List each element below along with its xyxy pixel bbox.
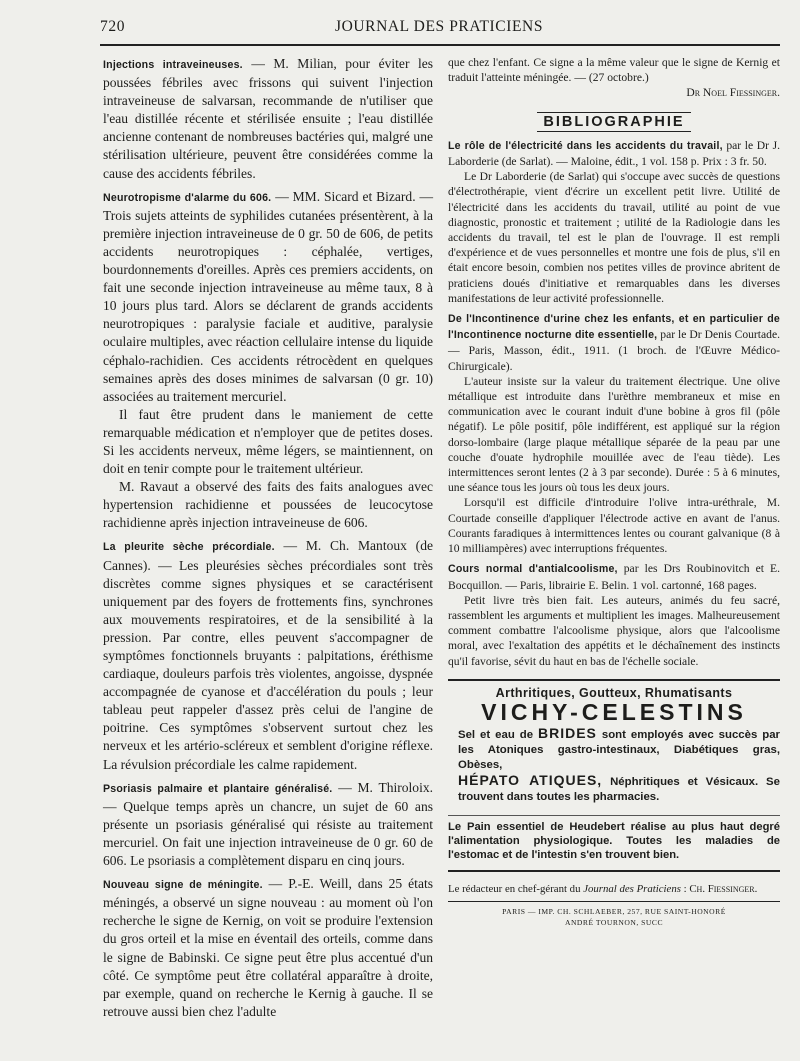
bib-entry: De l'Incontinence d'urine chez les enfants, et en particulier de l'Incontinence nocturne dite essentielle, par le Dr Denis Courtade. — Paris, Masson, édit., 1911. (1 broch. de l'Œuvre Médico-Chirurgicale). bbox=[448, 313, 780, 373]
signature: Dr Noel Fiessinger. bbox=[686, 86, 780, 100]
journal-title: JOURNAL DES PRATICIENS bbox=[334, 18, 544, 35]
bib-review: Le Dr Laborderie (de Sarlat) qui s'occupe avec succès de questions d'électrothérapie, vient d'écrire un excellent petit livre. Utilité de l'électricité dans les accidents du travail, utilité au point de vue diagnostic, pronostic et traitement ; utilité de la Radiologie dans les accidents du travail, tel est le plan de l'ouvrage. Il est rempli d'expérience et de vues personnelles et montre une fois de plus, s'il en était encore besoin, combien nos petites villes de province abritent de praticiens doués d'initiative et remarquables dans les diverses manifestations de leur activité professionnelle. bbox=[448, 170, 780, 305]
bib-entry: Cours normal d'antialcoolisme, par les Drs Roubinovitch et E. Bocquillon. — Paris, librairie E. Belin. 1 vol. cartonné, 168 pages. bbox=[448, 562, 780, 592]
advertisement bbox=[448, 679, 780, 872]
section-title: BIBLIOGRAPHIE bbox=[448, 115, 780, 130]
ad-tagline: Arthritiques, Goutteux, Rhumatisants bbox=[495, 685, 733, 700]
article-meningite: Nouveau signe de méningite. — P.-E. Weill, dans 25 états méningés, a observé un signe nouveau : au moment où l'on recherche le signe de Kernig, on voit se produire l'extension du gros orteil et la mise en éventail des orteils, comme dans le signe de Babinski. Ce signe peut être plus accentué d'un côté. Ce symptôme peut être collatéral apparaître à droite, par exemple, quand on recherche le Kernig à gauche. Il se retrouve aussi bien chez l'adulte bbox=[103, 876, 433, 1019]
paragraph: Il faut être prudent dans le maniement de cette remarquable médication et n'employer que de petites doses. Si les accidents nerveux, même légers, se maintiennent, on doit en tenir compte pour le traitement ultérieur. bbox=[103, 406, 433, 477]
right-column bbox=[448, 55, 780, 928]
article-neurotropisme: Neurotropisme d'alarme du 606. — MM. Sicard et Bizard. — Trois sujets atteints de syphilides cutanées présentèrent, à la première injection intraveineuse de 0 gr. 50 de 606, de petits accidents neurotropiques : céphalée, vertiges, bourdonnements d'oreilles. Après ces premiers accidents, on fait une seconde injection intraveineuse au même taux, 8 à 10 jours plus tard. Alors se déclarent de grands accidents neurotropiques : paralysie faciale et auditive, paralysie oculaire multiples, avec réaction cellulaire intense du liquide céphalo-rachidien. Ces accidents rétrocèdent en quelques semaines après des doses minimes de salvarsan (0 gr. 10) associées au traitement mercuriel. bbox=[103, 188, 434, 404]
bib-entry: Le rôle de l'électricité dans les accidents du travail, par le Dr J. Laborderie (de Sarlat). — Maloine, édit., 1 vol. 158 p. Prix : 3 fr. 50. bbox=[448, 138, 780, 169]
page-number: 720 bbox=[100, 18, 126, 35]
ad-brand: VICHY-CELESTINS bbox=[481, 698, 747, 725]
paragraph: M. Ravaut a observé des faits des faits analogues avec hypertension rachidienne et poussées de leucocytose rachidienne après injection intraveineuse de 606. bbox=[103, 479, 433, 531]
article-pleurite: La pleurite sèche précordiale. — M. Ch. Mantoux (de Cannes). — Les pleurésies sèches précordiales sont très discrètes comme signes physiques et se caractérisent uniquement par des foyers de frottements fins, synchrones aux mouvements respiratoires, et de la sensibilité à la pression. Par contre, elles peuvent s'accompagner de symptômes fonctionnels bruyants : palpitations, éréthisme cardiaque, douleurs parfois très violentes, angoisse, dyspnée accompagnée de cyanose et d'accélération du pouls ; leur tableau peut rappeler d'assez près celui de l'angine de poitrine. Ces symptômes s'observent surtout chez les nerveux et les artério-scléreux et semblent d'origine réflexe. La révulsion précordiale les calme rapidement. bbox=[103, 538, 433, 772]
ad-brides: Sel et eau de BRIDES sont employés avec succès par les Atoniques gastro-intestinaux, Diabétiques gras, Obèses, HÉPATO ATIQUES, Néphritiques et Vésicaux. Se trouvent dans toutes les pharmacies. bbox=[458, 725, 780, 804]
bib-review: Lorsqu'il est difficile d'introduire l'olive intra-uréthrale, M. Courtade conseille d'appliquer l'électrode active en avant de l'anus. Courants faradiques à intermittences lentes ou courant galvanique (8 à 10 milliampères) avec interruptions fréquentes. bbox=[448, 496, 780, 556]
left-column bbox=[103, 55, 433, 1021]
continuation-text: que chez l'enfant. Ce signe a la même valeur que le signe de Kernig et traduit l'atteinte méningée. — (27 octobre.) bbox=[448, 56, 780, 85]
ad-heudebert: Le Pain essentiel de Heudebert réalise au plus haut degré l'alimentation physiologique. Toutes les maladies de l'estomac et de l'intestin s'en trouvent bien. bbox=[448, 815, 780, 862]
bib-review: Petit livre très bien fait. Les auteurs, animés du feu sacré, rassemblent les arguments et multiplient les images. Malheureusement comment combattre l'alcoolisme physique, alors que l'alcoolisme moral, avec l'exaltation des appétits et le déchaînement des instincts qu'il favorise, sévit du haut en bas de l'échelle sociale. bbox=[448, 593, 780, 668]
header-rule bbox=[100, 44, 780, 46]
editor-line: Le rédacteur en chef-gérant du Journal des Praticiens : Ch. Fiessinger. bbox=[448, 882, 780, 902]
article-psoriasis: Psoriasis palmaire et plantaire généralisé. — M. Thiroloix. — Quelque temps après un chancre, un sujet de 60 ans présente un psoriasis généralisé qui résiste au traitement mercuriel. On fait une injection intraveineuse de 0 gr. 60 de 606. Le psoriasis a complètement disparu en cinq jours. bbox=[103, 779, 433, 869]
article-injections: Injections intraveineuses. — M. Milian, pour éviter les poussées fébriles avec frissons qui suivent l'injection intraveineuse de salvarsan, recommande de n'utiliser que l'eau distillée récente et stérilisée ensuite ; l'eau distillée ancienne contenant de nombreuses bactéries qui, malgré une stérilisation ultérieure, peuvent être considérées comme la cause des accidents fébriles. bbox=[103, 56, 433, 181]
bib-review: L'auteur insiste sur la valeur du traitement électrique. Une olive métallique est introduite dans l'urèthre membraneux et mise en communication avec le courant induit d'une bobine à gros fil (pôle négatif). Le pôle positif, pôle indifférent, est appliqué sur la région dorso-lombaire (large plaque métallique séparée de la peau par une couche d'ouate hydrophile mouillée avec de l'eau tiède). Les intermittences seront lentes (2 à 3 par seconde). Durée : 5 à 6 minutes, une séance tous les jours où tous les deux jours. bbox=[448, 374, 780, 495]
printer-imprint: PARIS — IMP. CH. SCHLAEBER, 257, RUE SAINT-HONORÉ ANDRÉ TOURNON, SUCC bbox=[502, 907, 726, 928]
page-header bbox=[100, 18, 778, 42]
